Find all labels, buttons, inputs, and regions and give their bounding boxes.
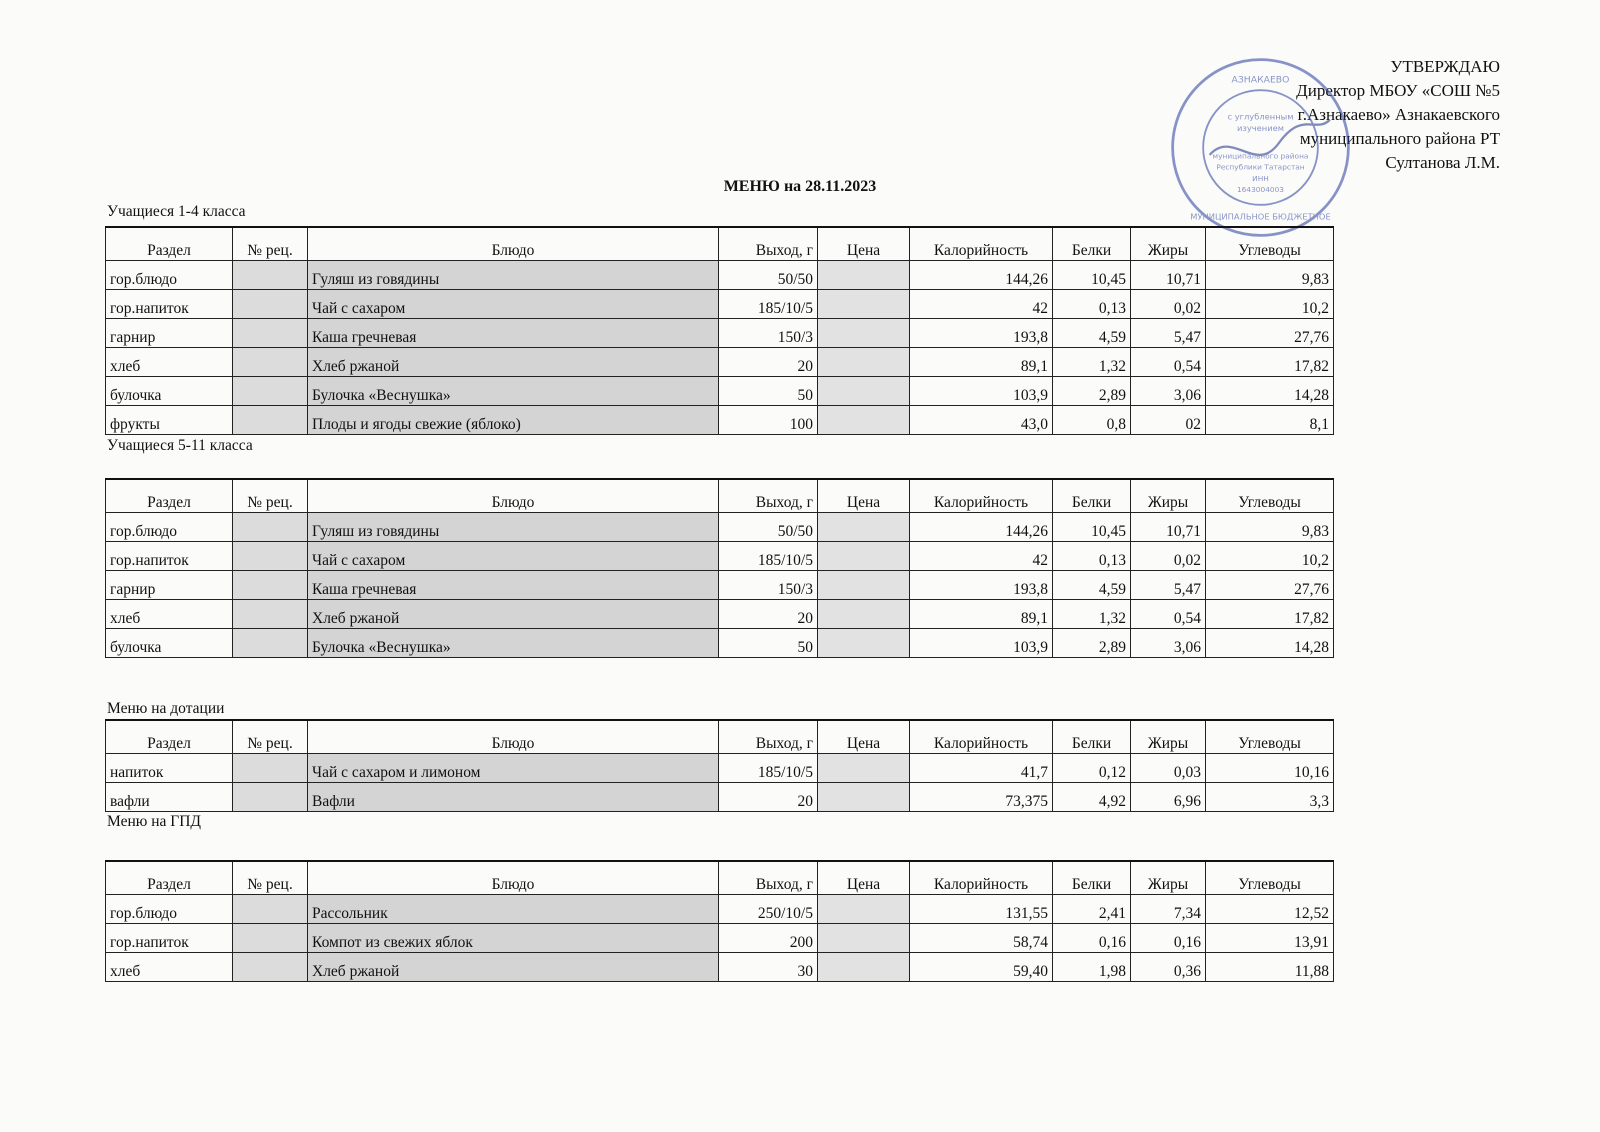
cell-fat: 0,36 (1131, 953, 1206, 982)
cell-recipe (233, 513, 308, 542)
cell-recipe (233, 571, 308, 600)
table-row (106, 406, 1334, 435)
header-recipe: № рец. (233, 479, 308, 513)
cell-dish: Чай с сахаром (308, 542, 719, 571)
cell-protein: 2,41 (1053, 895, 1131, 924)
header-calories: Калорийность (910, 861, 1053, 895)
cell-calories: 59,40 (910, 953, 1053, 982)
cell-recipe (233, 629, 308, 658)
table-row (106, 377, 1334, 406)
cell-price (818, 783, 910, 812)
header-carbs: Углеводы (1206, 861, 1334, 895)
header-dish: Блюдо (308, 720, 719, 754)
cell-protein: 10,45 (1053, 513, 1131, 542)
header-fat: Жиры (1131, 227, 1206, 261)
header-fat: Жиры (1131, 479, 1206, 513)
cell-recipe (233, 754, 308, 783)
cell-fat: 5,47 (1131, 319, 1206, 348)
cell-output: 185/10/5 (719, 754, 818, 783)
cell-output: 20 (719, 783, 818, 812)
cell-calories: 43,0 (910, 406, 1053, 435)
table-row (106, 629, 1334, 658)
cell-section: напиток (106, 754, 233, 783)
cell-protein: 1,32 (1053, 600, 1131, 629)
table-row (106, 290, 1334, 319)
cell-recipe (233, 406, 308, 435)
cell-output: 150/3 (719, 571, 818, 600)
cell-carbs: 10,2 (1206, 290, 1334, 319)
header-dish: Блюдо (308, 479, 719, 513)
header-protein: Белки (1053, 227, 1131, 261)
cell-dish: Гуляш из говядины (308, 261, 719, 290)
header-output: Выход, г (719, 861, 818, 895)
cell-dish: Чай с сахаром и лимоном (308, 754, 719, 783)
cell-carbs: 11,88 (1206, 953, 1334, 982)
cell-fat: 10,71 (1131, 261, 1206, 290)
cell-section: гарнир (106, 571, 233, 600)
header-calories: Калорийность (910, 227, 1053, 261)
table-row (106, 513, 1334, 542)
cell-section: булочка (106, 377, 233, 406)
cell-calories: 41,7 (910, 754, 1053, 783)
page-title: МЕНЮ на 28.11.2023 (723, 178, 877, 195)
cell-carbs: 3,3 (1206, 783, 1334, 812)
menu-table-grades-1-4 (105, 226, 1334, 435)
header-calories: Калорийность (910, 479, 1053, 513)
table-row (106, 571, 1334, 600)
cell-section: хлеб (106, 348, 233, 377)
cell-output: 50 (719, 629, 818, 658)
cell-protein: 0,8 (1053, 406, 1131, 435)
cell-price (818, 542, 910, 571)
cell-price (818, 406, 910, 435)
menu-table-grades-5-11 (105, 478, 1334, 658)
cell-fat: 6,96 (1131, 783, 1206, 812)
cell-price (818, 571, 910, 600)
cell-protein: 4,59 (1053, 571, 1131, 600)
cell-protein: 10,45 (1053, 261, 1131, 290)
header-price: Цена (818, 227, 910, 261)
cell-calories: 103,9 (910, 377, 1053, 406)
cell-calories: 103,9 (910, 629, 1053, 658)
cell-carbs: 27,76 (1206, 319, 1334, 348)
cell-dish: Чай с сахаром (308, 290, 719, 319)
header-dish: Блюдо (308, 861, 719, 895)
cell-calories: 144,26 (910, 261, 1053, 290)
cell-section: фрукты (106, 406, 233, 435)
cell-carbs: 14,28 (1206, 377, 1334, 406)
cell-dish: Булочка «Веснушка» (308, 377, 719, 406)
menu-table-subsidized (105, 719, 1334, 812)
cell-calories: 42 (910, 290, 1053, 319)
cell-price (818, 261, 910, 290)
stamp-text: муниципального района (1212, 151, 1309, 161)
cell-fat: 3,06 (1131, 629, 1206, 658)
cell-fat: 02 (1131, 406, 1206, 435)
cell-dish: Каша гречневая (308, 319, 719, 348)
cell-carbs: 17,82 (1206, 600, 1334, 629)
cell-dish: Хлеб ржаной (308, 348, 719, 377)
approval-line: муниципального района РТ (1299, 129, 1500, 148)
cell-recipe (233, 783, 308, 812)
cell-output: 100 (719, 406, 818, 435)
cell-fat: 7,34 (1131, 895, 1206, 924)
cell-calories: 73,375 (910, 783, 1053, 812)
menu-table-extended-day (105, 860, 1334, 982)
cell-output: 30 (719, 953, 818, 982)
table-row (106, 924, 1334, 953)
table-row (106, 953, 1334, 982)
header-fat: Жиры (1131, 861, 1206, 895)
cell-price (818, 953, 910, 982)
table-header-row (106, 227, 1334, 261)
cell-price (818, 629, 910, 658)
header-price: Цена (818, 861, 910, 895)
cell-output: 185/10/5 (719, 290, 818, 319)
cell-carbs: 12,52 (1206, 895, 1334, 924)
cell-section: гор.блюдо (106, 895, 233, 924)
cell-fat: 0,02 (1131, 290, 1206, 319)
cell-output: 20 (719, 600, 818, 629)
cell-carbs: 9,83 (1206, 261, 1334, 290)
official-stamp (1168, 55, 1353, 240)
cell-section: вафли (106, 783, 233, 812)
cell-section: хлеб (106, 953, 233, 982)
cell-dish: Компот из свежих яблок (308, 924, 719, 953)
cell-protein: 2,89 (1053, 629, 1131, 658)
cell-carbs: 8,1 (1206, 406, 1334, 435)
header-price: Цена (818, 479, 910, 513)
cell-output: 200 (719, 924, 818, 953)
header-recipe: № рец. (233, 720, 308, 754)
header-calories: Калорийность (910, 720, 1053, 754)
stamp-text: ИНН (1252, 173, 1269, 183)
cell-section: булочка (106, 629, 233, 658)
header-carbs: Углеводы (1206, 720, 1334, 754)
cell-dish: Плоды и ягоды свежие (яблоко) (308, 406, 719, 435)
cell-protein: 0,12 (1053, 754, 1131, 783)
approval-line: Директор МБОУ «СОШ №5 (1296, 81, 1500, 100)
approval-line: УТВЕРЖДАЮ (1390, 57, 1500, 76)
cell-protein: 0,16 (1053, 924, 1131, 953)
cell-section: гарнир (106, 319, 233, 348)
cell-output: 50/50 (719, 261, 818, 290)
stamp-text: 1643004003 (1236, 184, 1285, 194)
cell-fat: 0,02 (1131, 542, 1206, 571)
table-row (106, 261, 1334, 290)
cell-calories: 42 (910, 542, 1053, 571)
cell-fat: 0,54 (1131, 348, 1206, 377)
cell-protein: 0,13 (1053, 542, 1131, 571)
cell-fat: 0,54 (1131, 600, 1206, 629)
cell-output: 20 (719, 348, 818, 377)
header-carbs: Углеводы (1206, 227, 1334, 261)
cell-price (818, 600, 910, 629)
stamp-text: с углубленным (1227, 111, 1294, 122)
cell-recipe (233, 542, 308, 571)
cell-price (818, 754, 910, 783)
header-protein: Белки (1053, 861, 1131, 895)
header-section: Раздел (106, 861, 233, 895)
cell-recipe (233, 953, 308, 982)
cell-output: 50 (719, 377, 818, 406)
cell-carbs: 27,76 (1206, 571, 1334, 600)
cell-price (818, 924, 910, 953)
cell-recipe (233, 895, 308, 924)
table-row (106, 348, 1334, 377)
cell-carbs: 17,82 (1206, 348, 1334, 377)
stamp-text: МУНИЦИПАЛЬНОЕ БЮДЖЕТНОЕ (1190, 211, 1331, 222)
cell-fat: 0,16 (1131, 924, 1206, 953)
header-carbs: Углеводы (1206, 479, 1334, 513)
cell-price (818, 319, 910, 348)
cell-section: гор.напиток (106, 924, 233, 953)
cell-calories: 131,55 (910, 895, 1053, 924)
header-output: Выход, г (719, 479, 818, 513)
cell-output: 185/10/5 (719, 542, 818, 571)
cell-calories: 193,8 (910, 571, 1053, 600)
cell-recipe (233, 924, 308, 953)
stamp-text: АЗНАКАЕВО (1231, 74, 1290, 86)
cell-dish: Вафли (308, 783, 719, 812)
section-label: Учащиеся 5-11 класса (107, 437, 253, 454)
cell-recipe (233, 319, 308, 348)
header-protein: Белки (1053, 720, 1131, 754)
cell-calories: 89,1 (910, 348, 1053, 377)
cell-protein: 0,13 (1053, 290, 1131, 319)
cell-fat: 10,71 (1131, 513, 1206, 542)
cell-carbs: 14,28 (1206, 629, 1334, 658)
cell-calories: 144,26 (910, 513, 1053, 542)
header-protein: Белки (1053, 479, 1131, 513)
table-row (106, 319, 1334, 348)
table-row (106, 783, 1334, 812)
table-row (106, 542, 1334, 571)
section-label: Меню на ГПД (107, 813, 201, 830)
cell-price (818, 290, 910, 319)
cell-recipe (233, 348, 308, 377)
cell-protein: 4,92 (1053, 783, 1131, 812)
table-header-row (106, 861, 1334, 895)
cell-carbs: 10,2 (1206, 542, 1334, 571)
cell-dish: Рассольник (308, 895, 719, 924)
cell-recipe (233, 290, 308, 319)
header-section: Раздел (106, 720, 233, 754)
table-header-row (106, 479, 1334, 513)
cell-calories: 193,8 (910, 319, 1053, 348)
approval-line: Султанова Л.М. (1385, 153, 1500, 172)
cell-output: 150/3 (719, 319, 818, 348)
header-price: Цена (818, 720, 910, 754)
cell-dish: Гуляш из говядины (308, 513, 719, 542)
cell-price (818, 348, 910, 377)
cell-price (818, 513, 910, 542)
cell-price (818, 377, 910, 406)
cell-section: гор.блюдо (106, 513, 233, 542)
cell-carbs: 13,91 (1206, 924, 1334, 953)
cell-output: 50/50 (719, 513, 818, 542)
cell-price (818, 895, 910, 924)
stamp-text: изучением (1237, 122, 1284, 133)
cell-section: хлеб (106, 600, 233, 629)
stamp-text: Республики Татарстан (1216, 162, 1305, 172)
cell-calories: 58,74 (910, 924, 1053, 953)
header-output: Выход, г (719, 227, 818, 261)
cell-output: 250/10/5 (719, 895, 818, 924)
cell-recipe (233, 261, 308, 290)
header-output: Выход, г (719, 720, 818, 754)
cell-fat: 0,03 (1131, 754, 1206, 783)
cell-protein: 1,98 (1053, 953, 1131, 982)
section-label: Меню на дотации (107, 700, 225, 717)
cell-calories: 89,1 (910, 600, 1053, 629)
header-fat: Жиры (1131, 720, 1206, 754)
cell-dish: Хлеб ржаной (308, 600, 719, 629)
approval-line: г.Азнакаево» Азнакаевского (1297, 105, 1500, 124)
cell-dish: Булочка «Веснушка» (308, 629, 719, 658)
cell-recipe (233, 600, 308, 629)
cell-protein: 1,32 (1053, 348, 1131, 377)
cell-section: гор.блюдо (106, 261, 233, 290)
table-row (106, 600, 1334, 629)
table-row (106, 895, 1334, 924)
cell-section: гор.напиток (106, 542, 233, 571)
cell-recipe (233, 377, 308, 406)
header-dish: Блюдо (308, 227, 719, 261)
cell-protein: 4,59 (1053, 319, 1131, 348)
header-recipe: № рец. (233, 227, 308, 261)
cell-fat: 3,06 (1131, 377, 1206, 406)
cell-section: гор.напиток (106, 290, 233, 319)
cell-dish: Каша гречневая (308, 571, 719, 600)
section-label: Учащиеся 1-4 класса (107, 203, 246, 220)
cell-carbs: 9,83 (1206, 513, 1334, 542)
header-recipe: № рец. (233, 861, 308, 895)
cell-dish: Хлеб ржаной (308, 953, 719, 982)
table-header-row (106, 720, 1334, 754)
header-section: Раздел (106, 227, 233, 261)
cell-carbs: 10,16 (1206, 754, 1334, 783)
header-section: Раздел (106, 479, 233, 513)
cell-protein: 2,89 (1053, 377, 1131, 406)
table-row (106, 754, 1334, 783)
cell-fat: 5,47 (1131, 571, 1206, 600)
